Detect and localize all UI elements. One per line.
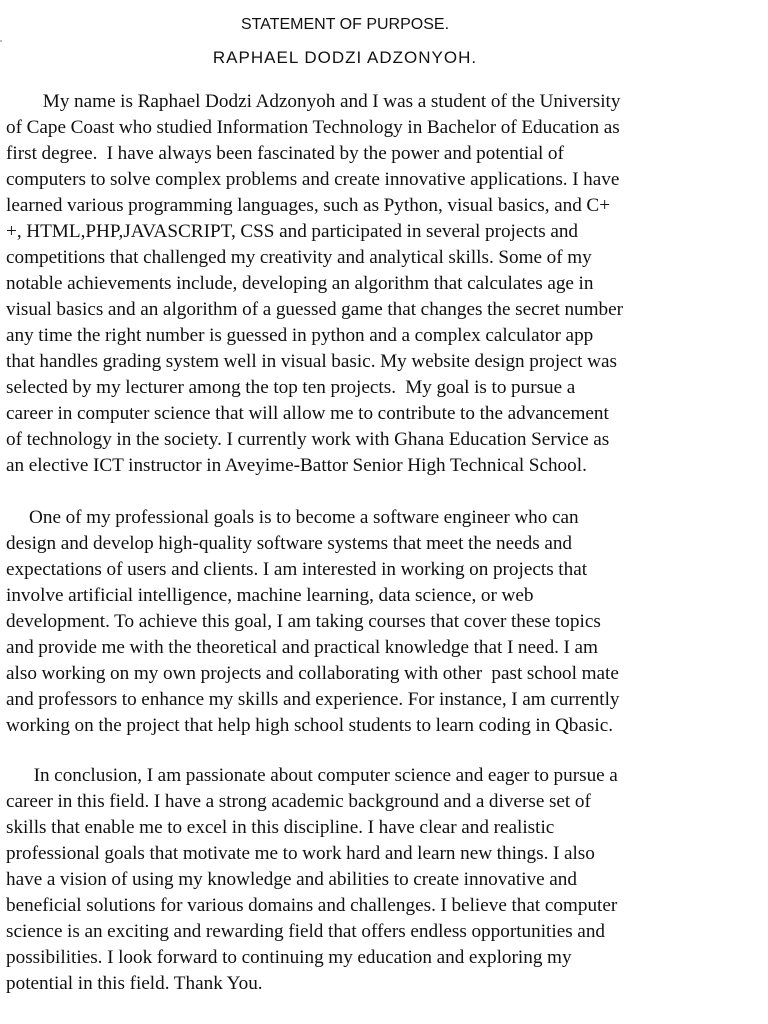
scan-mark <box>0 40 2 42</box>
author-name: RAPHAEL DODZI ADZONYOH. <box>212 48 478 67</box>
paragraph-professional-goals: One of my professional goals is to become a software engineer who can design and develop high-quality software systems that meet the needs and expectations of users and clients. I am interested in working on projects that involve artificial intelligence, machine learning, data science, or web development. To achieve this goal, I am taking courses that cover these topics and provide me with the theoretical and practical knowledge that I need. I am also working on my own projects and collaborating with other past school mate and professors to enhance my skills and experience. For instance, I am currently working on the project that help high school students to learn coding in Qbasic. <box>6 507 620 736</box>
paragraph-introduction: My name is Raphael Dodzi Adzonyoh and I was a student of the University of Cape Coast who studied Information Technology in Bachelor of Education as first degree. I have always been fascinated by the power and potential of computers to solve complex problems and create innovative applications. I have learned various programming languages, such as Python, visual basics, and C+ +, HTML,PHP,JAVASCRIPT, CSS and participated in several projects and competitions that challenged my creativity and analytical skills. Some of my notable achievements include, developing an algorithm that calculates age in visual basics and an algorithm of a guessed game that changes the secret number any time the right number is guessed in python and a complex calculator app that handles grading system well in visual basic. My website design project was selected by my lecturer among the top ten projects. My goal is to pursue a career in computer science that will allow me to contribute to the advancement of technology in the society. I currently work with Ghana Education Service as an elective ICT instructor in Aveyime-Battor Senior High Technical School. <box>6 91 624 476</box>
paragraph-conclusion: In conclusion, I am passionate about computer science and eager to pursue a career in this field. I have a strong academic background and a diverse set of skills that enable me to excel in this discipline. I have clear and realistic professional goals that motivate me to work hard and learn new things. I also have a vision of using my knowledge and abilities to create innovative and beneficial solutions for various domains and challenges. I believe that computer science is an exciting and rewarding field that offers endless opportunities and possibilities. I look forward to continuing my education and exploring my potential in this field. Thank You. <box>6 765 618 994</box>
document-title: STATEMENT OF PURPOSE. <box>240 16 450 33</box>
